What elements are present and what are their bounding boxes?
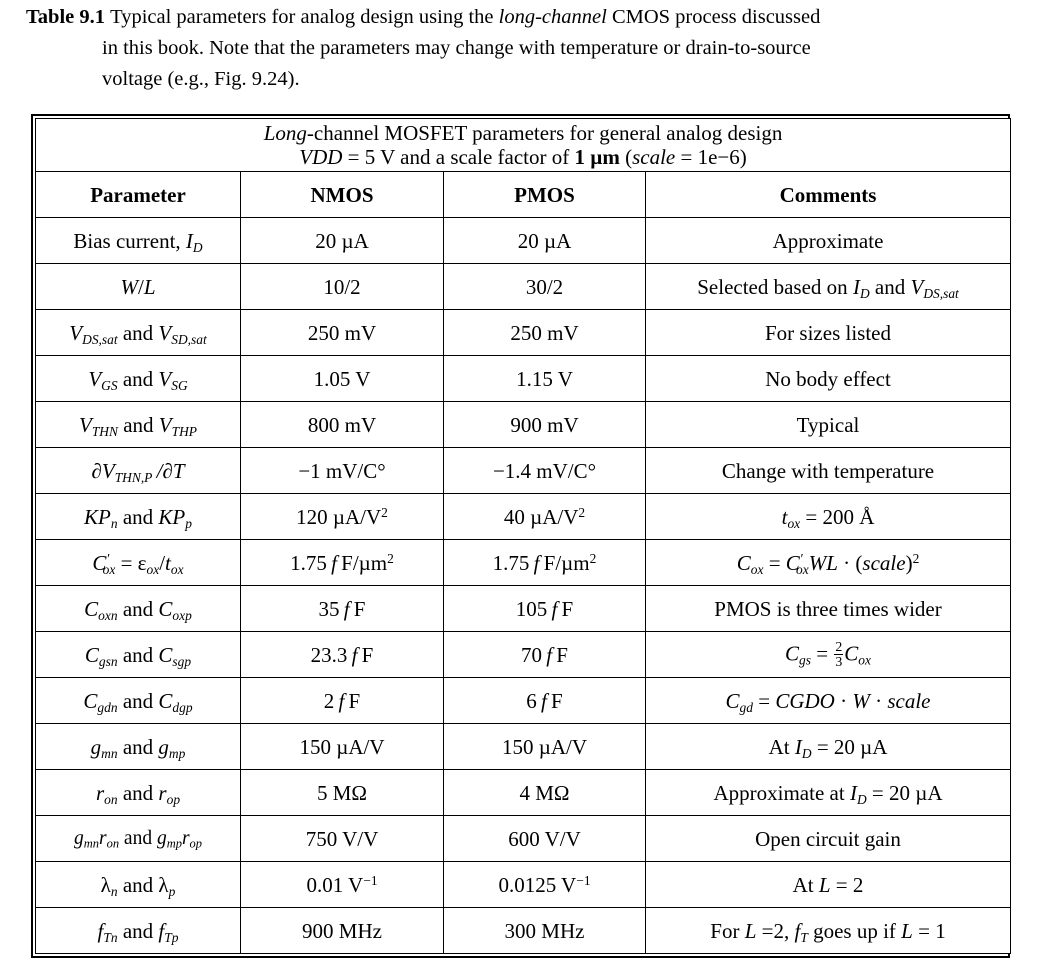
cell-comments: At $I_D = 20$ µA [646,724,1011,770]
cell-nmos: 120 $\mu A/V^2$ [241,494,444,540]
cell-pmos: 6 f F [444,678,646,724]
table-title-line1: -channel MOSFET parameters for general analog design [306,121,783,145]
cell-nmos: 1.05 V [241,356,444,402]
cell-pmos: 70 f F [444,632,646,678]
caption-emphasis: long-channel [498,6,607,28]
table-row [36,540,1011,586]
parameters-table [35,118,1011,954]
cell-parameter: $\lambda_n$ and $\lambda_p$ [36,862,241,908]
cell-comments: Approximate [646,218,1011,264]
cell-parameter: $V_{DS,sat}$ and $V_{SD,sat}$ [36,310,241,356]
caption-text-1b: CMOS process discussed [606,6,821,28]
cell-pmos: 30/2 [444,264,646,310]
cell-pmos: 600 V/V [444,816,646,862]
cell-comments: $C_{ox} = C'_{ox}WL$ · (scale)$^2$ [646,540,1011,586]
cell-nmos: 23.3 f F [241,632,444,678]
table-row [36,908,1011,954]
cell-parameter: $C_{oxn}$ and $C_{oxp}$ [36,586,241,632]
cell-comments: For L =2, $f_T$ goes up if L = 1 [646,908,1011,954]
cell-parameter: $g_{mn}r_{on}$ and $g_{mp}r_{op}$ [36,816,241,862]
cell-nmos: 800 mV [241,402,444,448]
column-header-comments: Comments [646,172,1011,218]
table-row [36,770,1011,816]
cell-nmos: 2 f F [241,678,444,724]
cell-pmos: 40 $\mu A/V^2$ [444,494,646,540]
table-row [36,862,1011,908]
table-row [36,816,1011,862]
table-header-row [36,172,1011,218]
cell-nmos: 250 mV [241,310,444,356]
cell-parameter: $C_{gdn}$ and $C_{dgp}$ [36,678,241,724]
cell-comments: $C_{gs}$ = $\frac{2}{3}$ $C_{ox}$ [646,632,1011,678]
cell-pmos: 250 mV [444,310,646,356]
cell-parameter: $KP_n$ and $KP_p$ [36,494,241,540]
cell-pmos: −1.4 mV/C° [444,448,646,494]
cell-pmos: 20 µA [444,218,646,264]
caption-label: Table 9.1 [26,6,105,28]
cell-comments: Approximate at $I_D = 20$ µA [646,770,1011,816]
cell-comments: $t_{ox} = 200$ Å [646,494,1011,540]
cell-nmos: 35 f F [241,586,444,632]
cell-nmos: 20 µA [241,218,444,264]
table-caption [26,2,1026,95]
cell-comments: Typical [646,402,1011,448]
cell-nmos: 0.01 $V^{-1}$ [241,862,444,908]
caption-text-3: voltage (e.g., Fig. 9.24). [102,68,300,90]
cell-comments: Change with temperature [646,448,1011,494]
cell-nmos: 10/2 [241,264,444,310]
table-row [36,678,1011,724]
cell-pmos: 4 MΩ [444,770,646,816]
cell-parameter: $V_{THN}$ and $V_{THP}$ [36,402,241,448]
cell-comments: No body effect [646,356,1011,402]
cell-pmos: 300 MHz [444,908,646,954]
cell-nmos: 150 µA/V [241,724,444,770]
cell-parameter: $f_{Tn}$ and $f_{Tp}$ [36,908,241,954]
cell-comments: Open circuit gain [646,816,1011,862]
caption-text-2: in this book. Note that the parameters may change with temperature or drain-to-source [102,37,811,59]
table-title-cell [36,119,1011,172]
cell-parameter: $g_{mn}$ and $g_{mp}$ [36,724,241,770]
column-header-nmos: NMOS [241,172,444,218]
parameters-table-frame [31,114,1010,958]
cell-comments: At L = 2 [646,862,1011,908]
column-header-parameter: Parameter [36,172,241,218]
table-row [36,310,1011,356]
cell-comments: $C_{gd}$ = CGDO · W · scale [646,678,1011,724]
cell-pmos: 0.0125 $V^{-1}$ [444,862,646,908]
column-header-pmos: PMOS [444,172,646,218]
table-row [36,724,1011,770]
table-row [36,586,1011,632]
table-title-row [36,119,1011,172]
table-row [36,632,1011,678]
table-row [36,356,1011,402]
cell-parameter: $r_{on}$ and $r_{op}$ [36,770,241,816]
table-row [36,218,1011,264]
table-row [36,402,1011,448]
cell-pmos: 105 f F [444,586,646,632]
cell-parameter: $C_{gsn}$ and $C_{sgp}$ [36,632,241,678]
cell-parameter: $V_{GS}$ and $V_{SG}$ [36,356,241,402]
cell-pmos: 1.15 V [444,356,646,402]
table-title-line2: VDD = 5 V and a scale factor of 1 µm (scale = 1e−6) [299,145,747,170]
cell-parameter: Bias current, $I_D$ [36,218,241,264]
table-row [36,264,1011,310]
table-row [36,448,1011,494]
cell-nmos: 5 MΩ [241,770,444,816]
cell-comments: PMOS is three times wider [646,586,1011,632]
cell-pmos: 1.75 f F/µm$^2$ [444,540,646,586]
cell-pmos: 900 mV [444,402,646,448]
cell-parameter: $\partial V_{THN,P}$ /∂T [36,448,241,494]
cell-pmos: 150 µA/V [444,724,646,770]
cell-nmos: 1.75 f F/µm$^2$ [241,540,444,586]
cell-parameter: $C'_{ox} = \varepsilon_{ox}/t_{ox}$ [36,540,241,586]
table-row [36,494,1011,540]
cell-comments: For sizes listed [646,310,1011,356]
cell-comments: Selected based on $I_D$ and $V_{DS,sat}$ [646,264,1011,310]
table-title-long: Long [263,121,307,145]
caption-text-1: Typical parameters for analog design using the [110,6,499,28]
cell-nmos: 900 MHz [241,908,444,954]
cell-parameter: W/L [36,264,241,310]
cell-nmos: 750 V/V [241,816,444,862]
cell-nmos: −1 mV/C° [241,448,444,494]
